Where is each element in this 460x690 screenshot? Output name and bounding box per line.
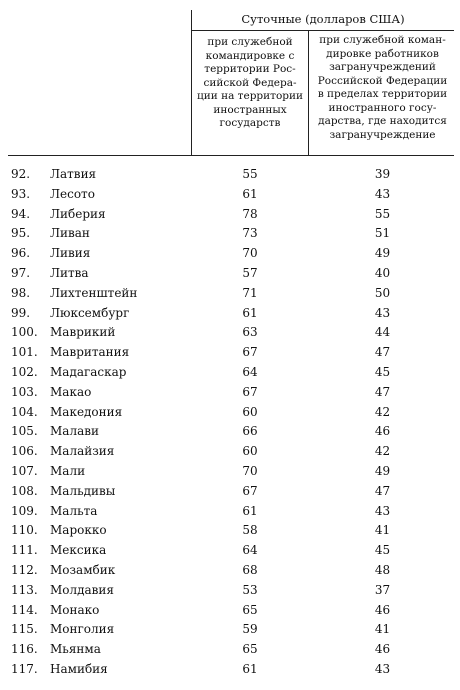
country-name: Либерия [50, 206, 106, 221]
header-column-2-line: в пределах территории [317, 88, 448, 100]
allowance-value-1: 65 [242, 602, 258, 617]
country-name: Мавритания [50, 345, 130, 360]
allowance-value-2: 39 [374, 167, 391, 181]
country-name: Марокко [50, 523, 107, 538]
allowance-value-1: 67 [242, 345, 258, 360]
row-number: 99. [11, 305, 31, 320]
header-column-1-line: ции на территории [197, 90, 303, 102]
allowance-value-2: 43 [374, 503, 391, 518]
header-column-2-line: загранучреждений [329, 61, 436, 73]
header-column-1-line: командировке с [205, 49, 295, 62]
header-divider-vertical-left [191, 10, 192, 155]
table-row [8, 363, 454, 383]
country-name: Мали [50, 463, 86, 478]
allowance-value-2: 51 [374, 226, 391, 241]
table-row [8, 244, 454, 264]
row-number: 94. [11, 206, 31, 221]
country-name: Лихтенштейн [50, 285, 138, 300]
table-row [8, 620, 454, 640]
allowance-value-1: 61 [242, 661, 258, 676]
table-row [8, 601, 454, 621]
country-name: Ливия [50, 246, 91, 261]
row-number: 105. [11, 424, 38, 439]
country-name: Маврикий [50, 325, 116, 340]
allowance-value-1: 57 [242, 265, 258, 280]
allowance-value-1: 67 [242, 384, 258, 399]
header-column-2-line: при служебной коман- [319, 34, 446, 46]
allowance-value-1: 61 [242, 186, 258, 201]
allowance-value-1: 65 [242, 642, 258, 657]
table-row [8, 541, 454, 561]
country-name: Литва [50, 265, 89, 280]
country-name: Мадагаскар [50, 364, 127, 379]
header-column-1-line: при служебной [207, 36, 293, 48]
allowance-value-1: 64 [242, 364, 258, 379]
table-row [8, 224, 454, 244]
header-column-1-line: сийской Федера- [203, 76, 297, 89]
country-name: Мальта [50, 503, 98, 518]
table-row [8, 383, 454, 403]
table-row [8, 284, 454, 304]
table-row [8, 581, 454, 601]
country-name: Латвия [50, 167, 97, 181]
table-header [8, 10, 454, 156]
row-number: 103. [11, 384, 38, 399]
table-row [8, 422, 454, 442]
allowance-value-2: 37 [374, 582, 391, 597]
table-row [8, 521, 454, 541]
table-row [8, 660, 454, 680]
table-row [8, 462, 454, 482]
row-number: 104. [11, 404, 38, 419]
allowance-value-1: 64 [242, 543, 258, 558]
allowance-value-2: 41 [374, 523, 391, 538]
header-group-title: Суточные (долларов США) [241, 12, 405, 26]
country-name: Мьянма [50, 642, 101, 657]
allowance-value-1: 66 [242, 424, 258, 439]
country-name: Макао [50, 384, 92, 399]
row-number: 106. [11, 444, 38, 459]
allowance-value-1: 70 [242, 463, 258, 478]
allowance-value-2: 49 [374, 246, 391, 261]
allowance-value-1: 58 [242, 523, 258, 538]
row-number: 112. [11, 562, 38, 577]
allowance-value-1: 53 [242, 582, 258, 597]
allowance-value-2: 50 [374, 285, 391, 300]
header-column-2-line: дарства, где находится [318, 115, 447, 127]
header-divider-vertical-middle [308, 30, 309, 155]
header-column-1-line: государств [219, 117, 281, 129]
allowance-value-2: 49 [374, 463, 391, 478]
country-name: Монголия [50, 622, 115, 637]
country-name: Намибия [50, 661, 108, 676]
allowance-value-2: 43 [374, 186, 391, 201]
header-column-2-line: Российской Федерации [317, 74, 448, 87]
table-row [8, 482, 454, 502]
country-name: Мальдивы [50, 483, 116, 498]
country-name: Лесото [50, 186, 95, 201]
allowance-value-2: 42 [374, 404, 391, 419]
header-divider-horizontal [191, 30, 454, 31]
country-name: Малайзия [50, 444, 115, 459]
allowance-value-2: 48 [374, 562, 391, 577]
allowance-value-1: 78 [242, 206, 258, 221]
allowance-value-2: 46 [374, 424, 391, 439]
allowance-value-1: 55 [242, 167, 258, 181]
allowance-value-1: 61 [242, 305, 258, 320]
allowance-value-1: 60 [242, 404, 258, 419]
table-row [8, 185, 454, 205]
allowance-value-1: 68 [242, 562, 258, 577]
allowance-value-1: 73 [242, 226, 258, 241]
header-column-1-line: территории Рос- [204, 63, 296, 75]
header-column-2-line: загранучреждение [329, 128, 436, 141]
row-number: 95. [11, 226, 31, 241]
row-number: 98. [11, 285, 31, 300]
row-number: 92. [11, 167, 31, 181]
allowance-value-1: 60 [242, 444, 258, 459]
country-name: Молдавия [50, 582, 115, 597]
table-row [8, 323, 454, 343]
country-name: Мексика [50, 543, 107, 558]
row-number: 109. [11, 503, 38, 518]
allowance-value-2: 47 [374, 384, 391, 399]
allowance-value-2: 47 [374, 345, 391, 360]
row-number: 117. [11, 661, 38, 676]
row-number: 101. [11, 345, 38, 360]
allowance-value-1: 67 [242, 483, 258, 498]
allowance-value-2: 43 [374, 305, 391, 320]
allowance-value-2: 40 [374, 265, 391, 280]
header-column-1 [194, 36, 306, 131]
row-number: 115. [11, 622, 38, 637]
allowance-value-2: 43 [374, 661, 391, 676]
allowance-value-1: 71 [242, 285, 258, 300]
country-name: Малави [50, 424, 99, 439]
country-name: Македония [50, 404, 123, 419]
table-row [8, 561, 454, 581]
row-number: 114. [11, 602, 38, 617]
table-row [8, 403, 454, 423]
country-name: Люксембург [50, 305, 130, 320]
allowance-value-2: 45 [374, 364, 391, 379]
allowance-value-2: 46 [374, 602, 391, 617]
row-number: 100. [11, 325, 38, 340]
table-row [8, 264, 454, 284]
table-body [8, 165, 454, 680]
table-row [8, 343, 454, 363]
table-row [8, 442, 454, 462]
table-row [8, 205, 454, 225]
allowance-value-2: 46 [374, 642, 391, 657]
row-number: 110. [11, 523, 38, 538]
country-name: Монако [50, 602, 100, 617]
header-column-1-line: иностранных [213, 103, 287, 116]
country-name: Ливан [50, 226, 90, 241]
row-number: 107. [11, 463, 38, 478]
header-column-2-line: дировке работников [326, 47, 439, 60]
row-number: 96. [11, 246, 31, 261]
row-number: 111. [11, 543, 38, 558]
table-row [8, 502, 454, 522]
allowance-value-1: 63 [242, 325, 258, 340]
row-number: 102. [11, 364, 38, 379]
allowance-value-1: 61 [242, 503, 258, 518]
table-row [8, 640, 454, 660]
allowance-value-1: 59 [242, 622, 258, 637]
row-number: 97. [11, 265, 31, 280]
header-column-2 [311, 34, 454, 142]
allowance-value-2: 55 [374, 206, 391, 221]
row-number: 113. [11, 582, 38, 597]
allowance-value-1: 70 [242, 246, 258, 261]
row-number: 116. [11, 642, 38, 657]
allowance-value-2: 41 [374, 622, 391, 637]
table-row [8, 165, 454, 185]
country-name: Мозамбик [50, 562, 116, 577]
header-column-2-line: иностранного госу- [328, 101, 437, 114]
allowance-value-2: 42 [374, 444, 391, 459]
row-number: 108. [11, 483, 38, 498]
row-number: 93. [11, 186, 31, 201]
allowance-value-2: 47 [374, 483, 391, 498]
allowance-value-2: 45 [374, 543, 391, 558]
allowance-value-2: 44 [374, 325, 391, 340]
table-row [8, 304, 454, 324]
